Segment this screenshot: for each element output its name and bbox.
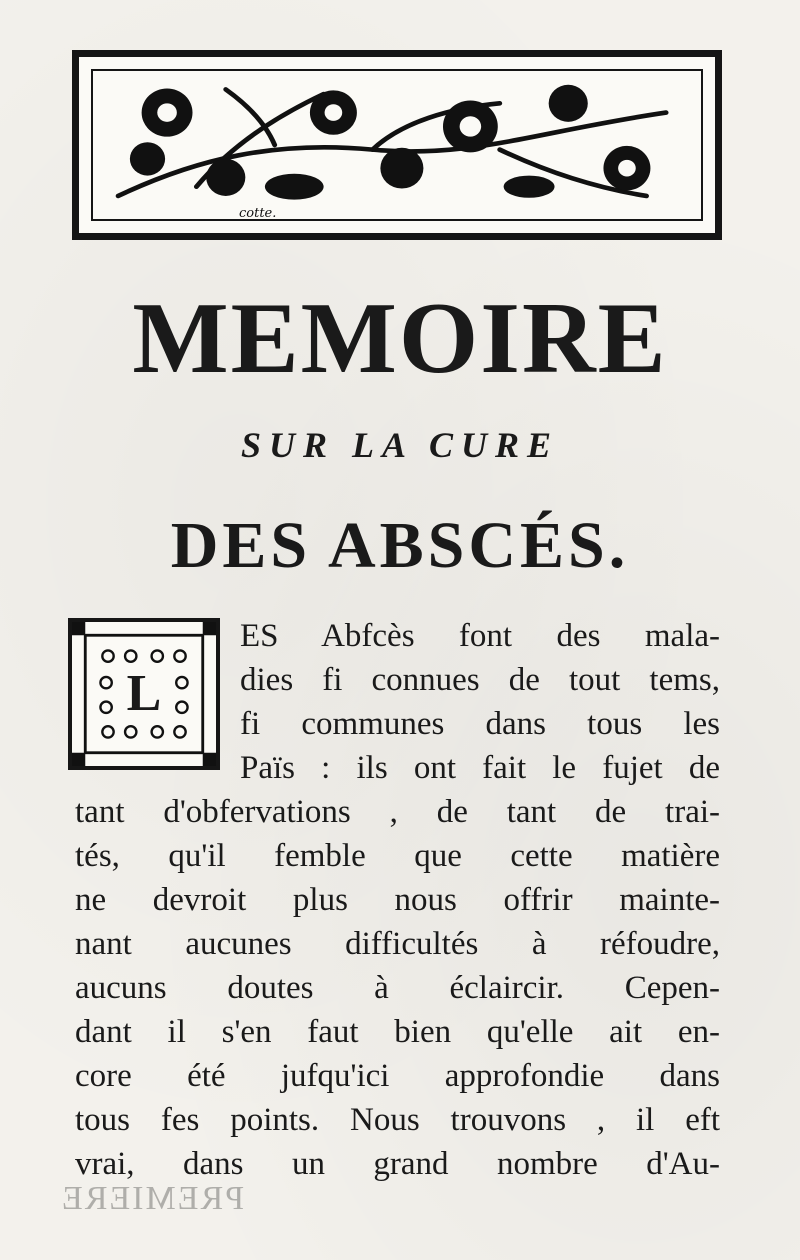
page-subtitle: SUR LA CURE [240, 425, 560, 465]
body-line: tés, qu'il femble que cette matière [75, 838, 720, 874]
body-line: nant aucunes difficultés à réfoudre, [75, 926, 720, 962]
body-line: fi communes dans tous les [240, 706, 720, 742]
body-line: Païs : ils ont fait le fujet de [240, 750, 720, 786]
body-line: aucuns doutes à éclaircir. Cepen- [75, 970, 720, 1006]
body-line: ne devroit plus nous offrir mainte- [75, 882, 720, 918]
body-line: tous fes points. Nous trouvons , il eft [75, 1102, 720, 1138]
initial-letter: L [126, 665, 162, 722]
decorated-initial [68, 618, 220, 770]
body-line: vrai, dans un grand nombre d'Au- [75, 1146, 720, 1182]
floral-ornament-icon [79, 57, 715, 233]
page-title: MEMOIRE [132, 282, 668, 395]
ornamental-headpiece [72, 50, 722, 240]
bleed-through-text: PREMIERE [60, 1180, 245, 1217]
body-line: dies fi connues de tout tems, [240, 662, 720, 698]
page-title-secondary: DES ABSCÉS. [170, 509, 630, 582]
body-line: ES Abfcès font des mala- [240, 618, 720, 654]
body-line: core été jufqu'ici approfondie dans [75, 1058, 720, 1094]
body-line: dant il s'en faut bien qu'elle ait en- [75, 1014, 720, 1050]
engraver-signature: cotte. [239, 206, 277, 221]
body-line: tant d'obfervations , de tant de trai- [75, 794, 720, 830]
